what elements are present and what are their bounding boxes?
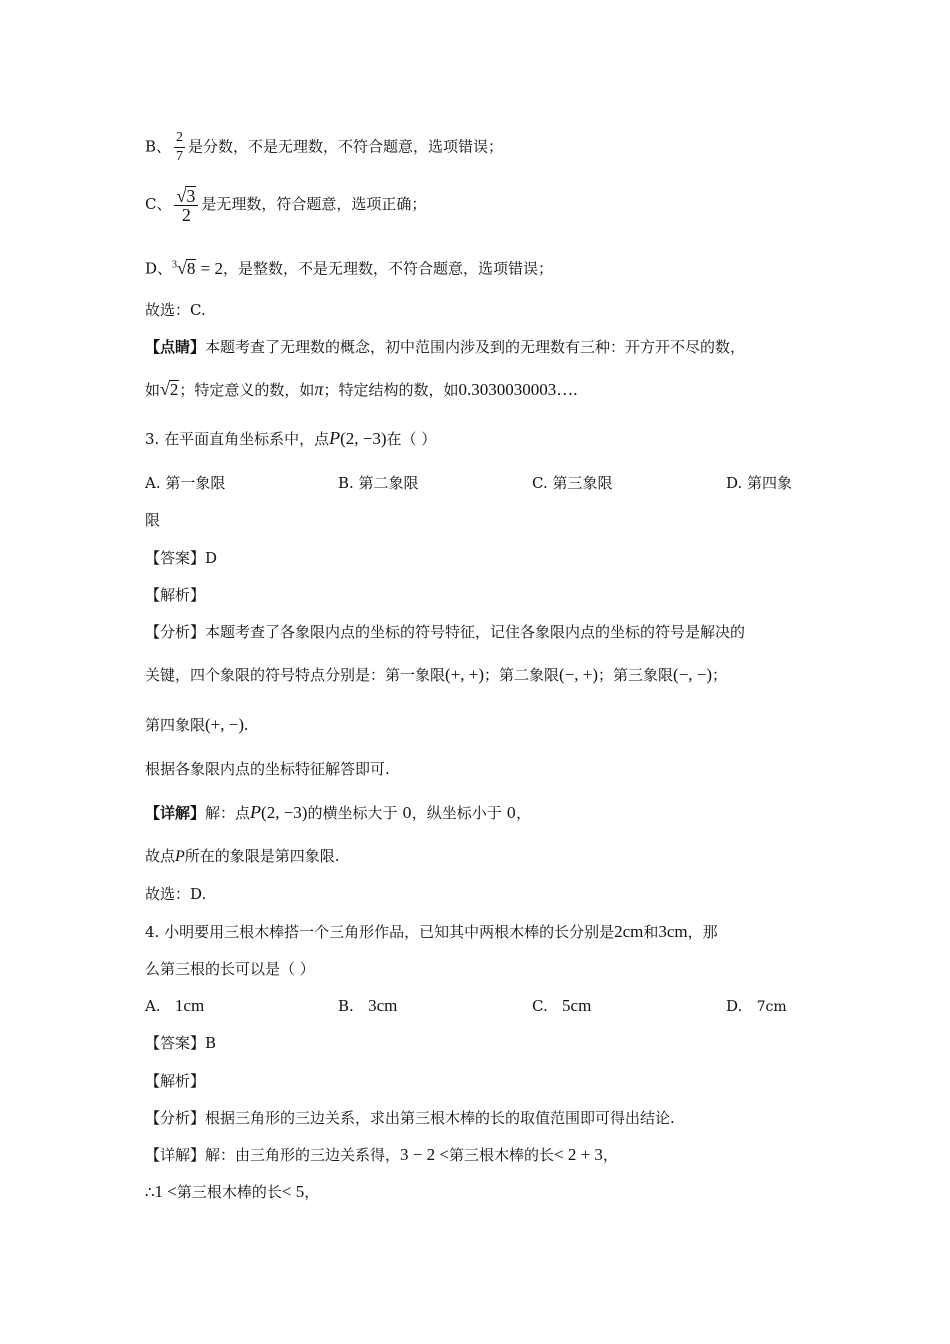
stem-text: 和: [643, 923, 659, 941]
comment-text: ；特定意义的数，如: [179, 381, 315, 399]
comment-text: 本题考查了无理数的概念，初中范围内涉及到的无理数有三种：开方开不尽的数，: [205, 338, 746, 356]
inequality-left: 3 − 2 <: [400, 1145, 449, 1164]
sign-pair-q4: (+, −): [205, 715, 245, 734]
cube-root-expression: $^3$√8 = 2: [172, 257, 224, 278]
length-2: 3cm: [658, 922, 688, 941]
option-label: B、: [145, 137, 172, 156]
explanation-text: ，是整数，不是无理数，不符合题意，选项错误；: [223, 259, 554, 278]
q2-comment-line-1: [145, 337, 745, 357]
q4-analysis: [145, 1108, 675, 1128]
radicand: 8: [186, 258, 196, 278]
analysis-tag: 【分析】: [145, 623, 206, 641]
fraction-sqrt3-over-2: $\frac{√3}{2}$: [174, 186, 198, 224]
analysis-text: ；第二象限: [484, 666, 560, 684]
q3-method: 根据各象限内点的坐标特征解答即可.: [145, 760, 390, 778]
q3-analysis-tag: 【解析】: [145, 586, 206, 604]
point-label: P: [329, 428, 341, 448]
analysis-text: ；第三象限: [598, 666, 674, 684]
option-value: 1cm: [174, 996, 205, 1015]
q3-detail: [145, 802, 531, 823]
detail-text: 解：点: [205, 804, 251, 822]
inequality-middle: 第三根木棒的长: [176, 1183, 282, 1201]
option-value: 3cm: [368, 996, 398, 1015]
q4-option-d: [726, 996, 787, 1017]
q2-option-d-explanation: [145, 255, 553, 279]
fraction-2-7: [174, 129, 185, 166]
equals-value: = 2: [200, 258, 224, 278]
option-label: D、: [145, 259, 173, 278]
sqrt-2-expression: √2: [160, 379, 179, 399]
q3-conclusion: [145, 846, 340, 867]
q4-option-c: [532, 996, 591, 1016]
q3-option-d-wrap: 限: [145, 511, 161, 529]
sign-pair-q1: (+, +): [445, 665, 485, 684]
point-label: P: [175, 848, 185, 865]
q3-analysis-line-3: [145, 715, 248, 735]
inequality-left: 1 <: [154, 1182, 177, 1201]
option-label: C、: [145, 195, 172, 213]
comment-tag: 【点睛】: [145, 338, 206, 356]
point-label: P: [250, 802, 262, 822]
option-label: D.: [726, 997, 743, 1015]
therefore-symbol: ∴: [145, 1183, 155, 1201]
q3-option-a: A. 第一象限: [145, 474, 226, 492]
inequality-right: < 2 + 3: [553, 1145, 603, 1164]
q4-detail: [145, 1145, 618, 1165]
q2-option-b-explanation: [145, 129, 503, 166]
explanation-text: 是分数，不是无理数，不符合题意，选项错误；: [188, 137, 504, 156]
analysis-text: 根据三角形的三边关系，求出第三根木棒的长的取值范围即可得出结论.: [205, 1109, 675, 1127]
q4-stem-line-2: 么第三根的长可以是（ ）: [145, 960, 315, 978]
special-number: 0.3030030003….: [458, 380, 578, 399]
detail-text: 解：由三角形的三边关系得，: [205, 1146, 401, 1164]
pi-symbol: π: [314, 379, 324, 399]
stem-text: 3. 在平面直角坐标系中，点: [145, 430, 330, 448]
detail-text: ，: [602, 1146, 618, 1164]
radicand: 3: [186, 186, 196, 206]
q4-option-b: [338, 996, 397, 1016]
q2-choose: 故选：C.: [145, 301, 206, 319]
fraction-numerator: 2: [174, 129, 185, 148]
detail-text: ，: [304, 1183, 320, 1201]
radicand: 2: [169, 380, 179, 399]
option-value: 7cm: [756, 999, 787, 1015]
option-value: 5cm: [562, 996, 592, 1015]
q3-stem: [145, 428, 436, 449]
detail-tag: 【详解】: [145, 1146, 206, 1164]
stem-text: ，那: [687, 923, 718, 941]
point-coords: (2, −3): [340, 429, 387, 448]
q3-answer: 【答案】D: [145, 549, 218, 567]
q4-answer: 【答案】B: [145, 1034, 217, 1052]
root-index: 3: [172, 259, 178, 270]
length-1: 2cm: [614, 922, 644, 941]
conclusion-text: 故点: [145, 847, 176, 865]
detail-tag: 【详解】: [145, 804, 206, 822]
analysis-text: ；: [712, 666, 728, 684]
inequality-right: < 5: [281, 1182, 305, 1201]
q4-analysis-tag: 【解析】: [145, 1072, 206, 1090]
q3-analysis-line-2: [145, 665, 727, 685]
option-label: B.: [338, 997, 354, 1015]
explanation-text: 是无理数，符合题意，选项正确；: [201, 195, 427, 213]
sign-pair-q3: (−, −): [673, 665, 713, 684]
q4-therefore: [145, 1182, 319, 1202]
q3-option-b: B. 第二象限: [338, 474, 419, 492]
q3-option-c: C. 第三象限: [532, 474, 613, 492]
comment-text: ；特定结构的数，如: [323, 381, 459, 399]
q4-option-a: [145, 996, 204, 1016]
analysis-text: 第四象限: [145, 716, 206, 734]
analysis-text: .: [244, 715, 249, 734]
stem-text: 在（ ）: [386, 430, 437, 448]
conclusion-text: 所在的象限是第四象限.: [184, 847, 340, 865]
option-label: A.: [145, 997, 161, 1015]
stem-text: 4. 小明要用三根木棒搭一个三角形作品，已知其中两根木棒的长分别是: [145, 923, 615, 941]
point-coords: (2, −3): [261, 803, 308, 822]
option-label: C.: [532, 997, 548, 1015]
fraction-denominator: 7: [176, 149, 184, 164]
analysis-text: 关键，四个象限的符号特点分别是：第一象限: [145, 666, 446, 684]
q2-option-c-explanation: [145, 186, 426, 224]
q3-choose: 故选：D.: [145, 885, 207, 903]
sign-pair-q2: (−, +): [559, 665, 599, 684]
detail-text: 的横坐标大于 0，纵坐标小于 0，: [307, 804, 532, 822]
q2-comment-line-2: [145, 379, 577, 400]
q3-analysis-line-1: [145, 622, 745, 642]
fraction-denominator: 2: [181, 205, 191, 225]
analysis-tag: 【分析】: [145, 1109, 206, 1127]
comment-text: 如: [145, 381, 161, 399]
q3-option-d: D. 第四象: [726, 474, 793, 492]
analysis-text: 本题考查了各象限内点的坐标的符号特征，记住各象限内点的坐标的符号是解决的: [205, 623, 746, 641]
q4-stem-line-1: [145, 922, 718, 942]
inequality-middle: 第三根木棒的长: [448, 1146, 554, 1164]
